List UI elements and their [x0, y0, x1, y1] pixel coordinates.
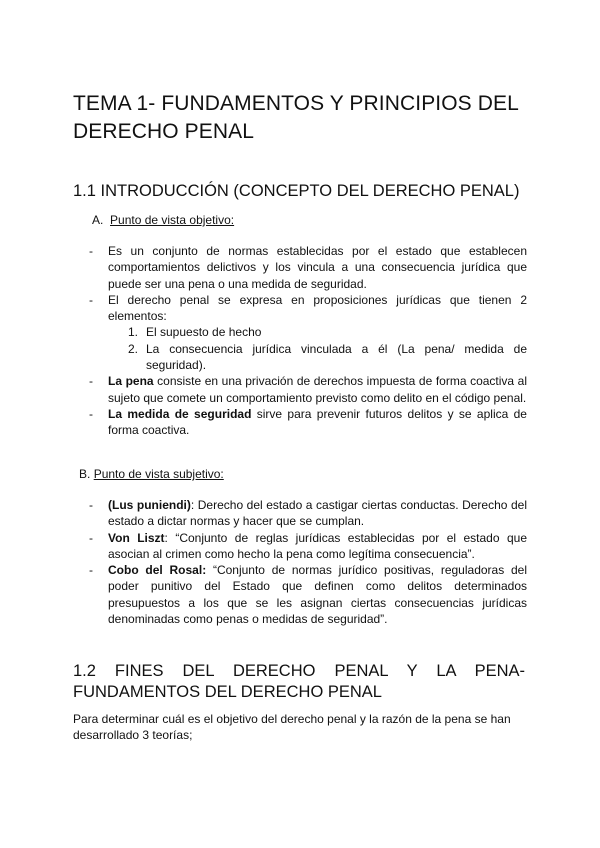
document-title: TEMA 1- FUNDAMENTOS Y PRINCIPIOS DEL DERECHO PENAL — [73, 92, 519, 143]
numbered-item: 2. La consecuencia jurídica vinculada a él (La pena/ medida de seguridad). — [128, 341, 527, 373]
dash-bullet: - — [89, 563, 93, 578]
dash-bullet: - — [89, 406, 93, 421]
section-heading-fines: 1.2 FINES DEL DERECHO PENAL Y LA PENA- FUNDAMENTOS DEL DERECHO PENAL — [73, 662, 525, 701]
list-item: - Cobo del Rosal: “Conjunto de normas jurídico positivas, reguladoras del poder punitivo del Estado que definen como delitos determinados presupuestos a los que se les asignan ciertas consecuencias jurídicas denominadas como penas o medidas de seguridad”. — [89, 563, 527, 627]
subsection-b-label: Punto de vista subjetivo: — [93, 467, 224, 481]
list-item: - Es un conjunto de normas establecidas por el estado que establecen comportamientos delictivos y los vincula a una consecuencia jurídica que puede ser una pena o una medida de seguridad. — [89, 244, 527, 291]
list-item: - El derecho penal se expresa en proposiciones jurídicas que tienen 2 elementos: 1. El supuesto de hecho 2. La consecuencia jurídica vinculada a él (La pena/ medida de seguridad). — [89, 292, 527, 373]
list-item: - (Lus puniendi): Derecho del estado a castigar ciertas conductas. Derecho del estado a dictar normas y hacer que se cumplan. — [89, 498, 527, 529]
numbered-item: 1. El supuesto de hecho — [128, 325, 262, 340]
list-item: - La pena consiste en una privación de derechos impuesta de forma coactiva al sujeto que comete un comportamiento previsto como delito en el código penal. — [89, 374, 527, 405]
list-item: - Von Liszt: “Conjunto de reglas jurídicas establecidas por el estado que asocian al crimen como hecho la pena como legítima consecuencia”. — [89, 530, 527, 561]
subjective-list — [89, 497, 527, 627]
dash-bullet: - — [89, 244, 93, 258]
subsection-a-marker: A. — [92, 213, 104, 227]
objective-list — [89, 243, 527, 439]
subsection-a-heading — [92, 212, 234, 228]
dash-bullet: - — [89, 498, 93, 512]
subsection-b-marker: B. — [79, 467, 91, 481]
list-item: - La medida de seguridad sirve para prevenir futuros delitos y se aplica de forma coactiva. — [89, 406, 527, 438]
section-heading-introduccion: 1.1 INTRODUCCIÓN (CONCEPTO DEL DERECHO PENAL) — [73, 182, 520, 200]
subsection-a-label: Punto de vista objetivo: — [110, 213, 235, 227]
subsection-b-heading — [79, 466, 224, 482]
intro-paragraph: Para determinar cuál es el objetivo del derecho penal y la razón de la pena se han desarrollado 3 teorías; — [73, 712, 511, 743]
dash-bullet: - — [89, 374, 93, 389]
dash-bullet: - — [89, 530, 93, 545]
dash-bullet: - — [89, 292, 93, 307]
